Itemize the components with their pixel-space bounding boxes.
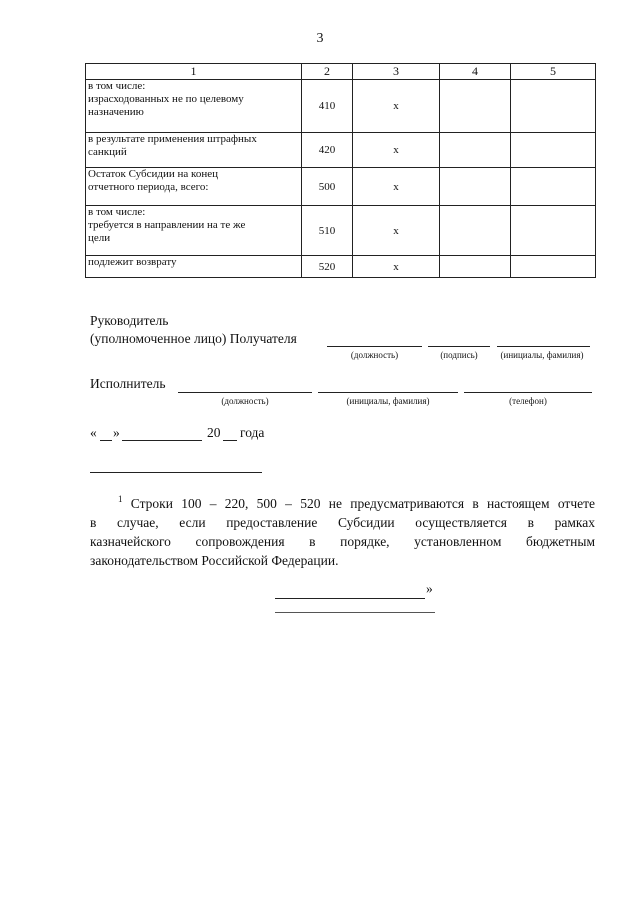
- row-col5: [511, 168, 596, 206]
- date-day-line[interactable]: [100, 440, 112, 441]
- date-year-line[interactable]: [223, 440, 237, 441]
- executor-phone-caption: (телефон): [509, 396, 547, 406]
- row-description: [86, 256, 302, 278]
- closing-line: [275, 598, 425, 599]
- desc-line: израсходованных не по целевому: [88, 93, 244, 105]
- row-description: [86, 206, 302, 256]
- row-col3: x: [353, 80, 440, 133]
- row-col4: [440, 80, 511, 133]
- row-col3: x: [353, 206, 440, 256]
- row-col5: [511, 133, 596, 168]
- executor-label: Исполнитель: [90, 376, 166, 391]
- row-description: [86, 168, 302, 206]
- desc-line: в том числе:: [88, 80, 146, 92]
- footnote-line: казначейского сопровождения в порядке, установленном бюджетным: [90, 534, 595, 549]
- page-number: 3: [316, 31, 324, 46]
- table-header-row: [86, 64, 596, 80]
- row-code: 500: [302, 168, 353, 206]
- desc-line: Остаток Субсидии на конец: [88, 168, 218, 180]
- footnote: [90, 490, 595, 570]
- name-line[interactable]: [497, 346, 590, 347]
- header-cell: 3: [353, 64, 440, 80]
- date-year-prefix: 20: [207, 425, 221, 440]
- footnote-text: Строки 100 – 220, 500 – 520 не предусматриваются в настоящем отчете: [130, 496, 596, 511]
- desc-line: подлежит возврату: [88, 256, 177, 268]
- row-col5: [511, 256, 596, 278]
- row-col5: [511, 80, 596, 133]
- desc-line: в результате применения штрафных: [88, 133, 257, 145]
- header-cell: 2: [302, 64, 353, 80]
- row-col3: x: [353, 256, 440, 278]
- footnote-separator: [90, 472, 262, 473]
- footnote-line: законодательством Российской Федерации.: [90, 553, 339, 568]
- name-caption: (инициалы, фамилия): [500, 350, 584, 360]
- table-row: [86, 80, 596, 133]
- header-cell: 1: [86, 64, 302, 80]
- row-col4: [440, 168, 511, 206]
- position-caption: (должность): [350, 350, 399, 360]
- desc-line: в том числе:: [88, 206, 146, 218]
- row-col4: [440, 133, 511, 168]
- executor-phone-line[interactable]: [464, 392, 592, 393]
- desc-line: санкций: [88, 146, 127, 158]
- row-code: 420: [302, 133, 353, 168]
- desc-line: требуется в направлении на те же: [88, 219, 246, 231]
- desc-line: цели: [88, 232, 111, 244]
- executor-position-line[interactable]: [178, 392, 312, 393]
- desc-line: назначению: [88, 106, 144, 118]
- signature-line[interactable]: [428, 346, 490, 347]
- row-description: [86, 133, 302, 168]
- date-month-line[interactable]: [122, 440, 202, 441]
- header-cell: 4: [440, 64, 511, 80]
- closing-quote: »: [426, 581, 433, 596]
- row-col3: x: [353, 133, 440, 168]
- position-line[interactable]: [327, 346, 422, 347]
- row-col4: [440, 256, 511, 278]
- row-code: 410: [302, 80, 353, 133]
- desc-line: отчетного периода, всего:: [88, 181, 209, 193]
- signature-caption: (подпись): [440, 350, 478, 360]
- executor-name-line[interactable]: [318, 392, 458, 393]
- footnote-line: [90, 490, 595, 513]
- date-year-suffix: года: [240, 425, 265, 440]
- date-open-quote: «: [90, 425, 97, 440]
- row-col4: [440, 206, 511, 256]
- footnote-marker: 1: [118, 494, 123, 504]
- closing-underline: [275, 612, 435, 613]
- table-row: [86, 133, 596, 168]
- footnote-line: в случае, если предоставление Субсидии осуществляется в рамках: [90, 515, 595, 530]
- row-col3: x: [353, 168, 440, 206]
- date-close-quote: »: [113, 425, 120, 440]
- head-title: Руководитель: [90, 313, 169, 328]
- table-row: [86, 206, 596, 256]
- head-subtitle: (уполномоченное лицо) Получателя: [90, 331, 297, 346]
- executor-name-caption: (инициалы, фамилия): [346, 396, 430, 406]
- executor-position-caption: (должность): [221, 396, 269, 406]
- row-description: [86, 80, 302, 133]
- table-row: [86, 168, 596, 206]
- header-cell: 5: [511, 64, 596, 80]
- table-row: [86, 256, 596, 278]
- report-table: [85, 63, 596, 278]
- row-col5: [511, 206, 596, 256]
- row-code: 510: [302, 206, 353, 256]
- row-code: 520: [302, 256, 353, 278]
